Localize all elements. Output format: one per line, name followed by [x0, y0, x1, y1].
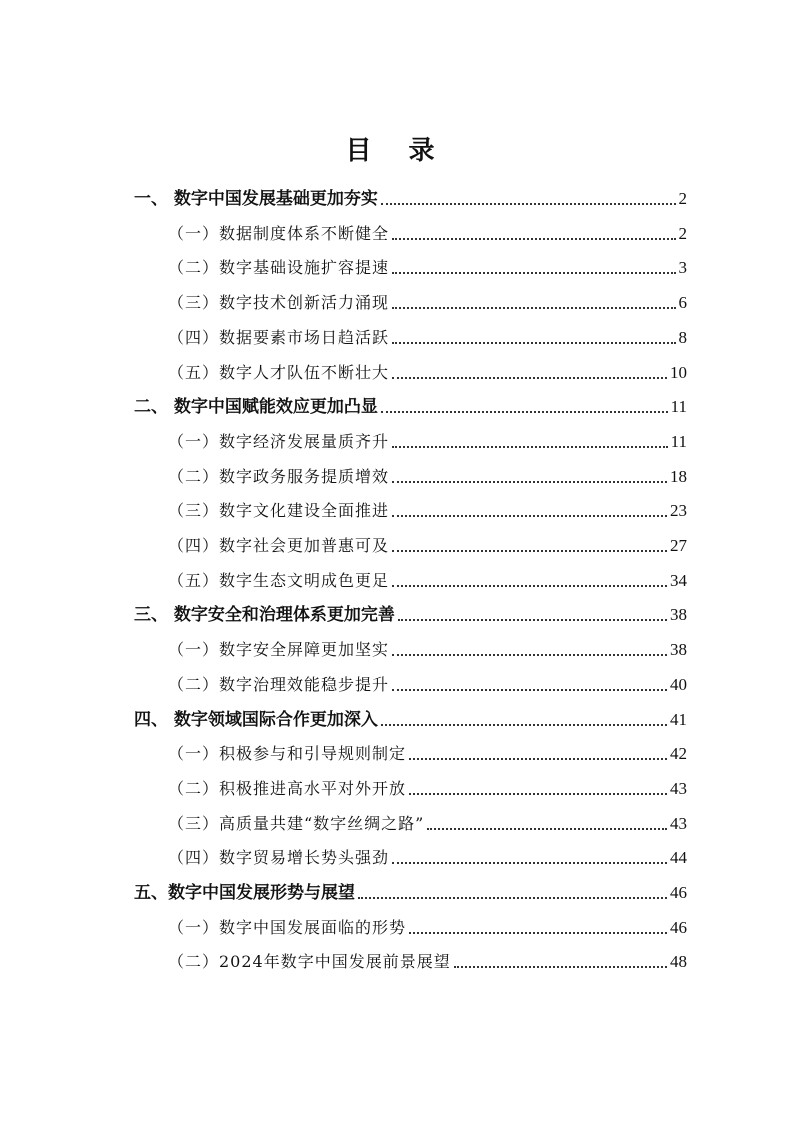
- dot-leader: [392, 271, 675, 274]
- toc-page-number: 48: [670, 952, 687, 972]
- toc-entry-label: （四）数字社会更加普惠可及: [168, 536, 390, 555]
- toc-entry-label: （五）数字人才队伍不断壮大: [168, 362, 390, 382]
- toc-entry-chapter-4[interactable]: [134, 701, 687, 731]
- dot-leader: [381, 410, 668, 413]
- toc-entry-label: （三）高质量共建“数字丝绸之路”: [168, 813, 425, 833]
- toc-entry-chapter-1[interactable]: [134, 180, 687, 210]
- dot-leader: [454, 965, 667, 968]
- toc-entry-label: （五）数字生态文明成色更足: [168, 570, 390, 590]
- toc-entry-label: （四）数字贸易增长势头强劲: [168, 848, 390, 868]
- toc-entry-label: （三）数字文化建设全面推进: [168, 501, 390, 521]
- dot-leader: [392, 376, 667, 379]
- toc-page-number: 42: [670, 744, 687, 764]
- dot-leader: [392, 653, 667, 656]
- toc-page-number: 27: [670, 536, 687, 555]
- dot-leader: [392, 688, 667, 691]
- toc-entry-section[interactable]: [168, 354, 687, 384]
- toc-entry-section[interactable]: [168, 319, 687, 349]
- toc-entry-label: 三、 数字安全和治理体系更加完善: [134, 605, 395, 626]
- toc-entry-section[interactable]: [168, 527, 687, 557]
- dot-leader: [392, 861, 667, 864]
- toc-entry-label: （二）2024年数字中国发展前景展望: [168, 952, 451, 972]
- toc-page-number: 38: [670, 605, 687, 625]
- toc-entry-section[interactable]: [168, 631, 687, 661]
- toc-entry-chapter-2[interactable]: [134, 388, 687, 418]
- dot-leader: [392, 480, 667, 483]
- toc-entry-section[interactable]: [168, 666, 687, 696]
- toc-entry-label: （一）数据制度体系不断健全: [168, 223, 390, 243]
- toc-page-number: 8: [678, 327, 687, 347]
- toc-entry-section[interactable]: [168, 215, 687, 245]
- dot-leader: [358, 896, 667, 899]
- toc-entry-section[interactable]: [168, 492, 687, 522]
- toc-entry-section[interactable]: [168, 943, 687, 973]
- toc-page-number: 43: [670, 778, 687, 798]
- dot-leader: [392, 341, 675, 344]
- toc-page-number: 34: [670, 570, 687, 590]
- toc-entry-section[interactable]: [168, 909, 687, 939]
- dot-leader: [381, 202, 676, 205]
- dot-leader: [409, 931, 667, 934]
- toc-page-number: 23: [670, 501, 687, 521]
- toc-entry-label: （三）数字技术创新活力涌现: [168, 293, 390, 313]
- toc-entry-section[interactable]: [168, 249, 687, 279]
- toc-entry-label: （二）数字基础设施扩容提速: [168, 258, 390, 278]
- toc-title: 目 录: [345, 136, 449, 166]
- toc-entry-label: （二）积极推进高水平对外开放: [168, 778, 407, 798]
- toc-entry-label: （一）数字中国发展面临的形势: [168, 917, 407, 937]
- toc-page-number: 46: [670, 883, 687, 902]
- toc-entry-label: 二、 数字中国赋能效应更加凸显: [134, 397, 378, 418]
- toc-entry-label: （一）数字安全屏障更加坚实: [168, 640, 390, 660]
- dot-leader: [427, 827, 667, 830]
- toc-entry-label: （二）数字政务服务提质增效: [168, 466, 390, 486]
- toc-entry-label: （一）数字经济发展量质齐升: [168, 431, 390, 451]
- dot-leader: [392, 584, 667, 587]
- dot-leader: [409, 792, 667, 795]
- toc-page-number: 2: [678, 223, 687, 243]
- toc-page-number: 41: [670, 709, 687, 729]
- dot-leader: [392, 514, 667, 517]
- toc-entry-label: 四、 数字领域国际合作更加深入: [134, 709, 378, 730]
- toc-entry-section[interactable]: [168, 735, 687, 765]
- toc-page-number: 46: [670, 917, 687, 937]
- toc-entry-section[interactable]: [168, 562, 687, 592]
- toc-entry-chapter-5[interactable]: [134, 874, 687, 904]
- toc-entry-section[interactable]: [168, 423, 687, 453]
- toc-entry-label: （四）数据要素市场日趋活跃: [168, 327, 390, 347]
- dot-leader: [409, 757, 667, 760]
- toc-entry-label: 五、数字中国发展形势与展望: [134, 883, 355, 903]
- dot-leader: [392, 237, 675, 240]
- dot-leader: [392, 549, 667, 552]
- toc-entry-label: 一、 数字中国发展基础更加夯实: [134, 189, 378, 209]
- toc-page-number: 10: [670, 362, 687, 382]
- toc-page-number: 11: [670, 431, 687, 451]
- toc-entry-section[interactable]: [168, 839, 687, 869]
- toc-page-number: 18: [670, 466, 687, 486]
- toc-page-number: 40: [670, 674, 687, 694]
- toc-entry-chapter-3[interactable]: [134, 596, 687, 626]
- toc-entry-section[interactable]: [168, 458, 687, 488]
- toc-page-number: 44: [670, 848, 687, 868]
- toc-entry-section[interactable]: [168, 770, 687, 800]
- dot-leader: [392, 445, 668, 448]
- toc-entry-section[interactable]: [168, 805, 687, 835]
- dot-leader: [392, 306, 675, 309]
- dot-leader: [381, 723, 667, 726]
- toc-page-number: 38: [670, 640, 687, 660]
- toc-page-number: 6: [678, 293, 687, 313]
- toc-page-number: 3: [678, 258, 687, 278]
- toc-entry-label: （二）数字治理效能稳步提升: [168, 674, 390, 694]
- dot-leader: [398, 618, 667, 621]
- toc-entry-section[interactable]: [168, 284, 687, 314]
- toc-page-number: 43: [670, 813, 687, 833]
- toc-entry-label: （一）积极参与和引导规则制定: [168, 744, 407, 764]
- toc-page-number: 2: [678, 189, 687, 208]
- toc-page-number: 11: [670, 397, 687, 417]
